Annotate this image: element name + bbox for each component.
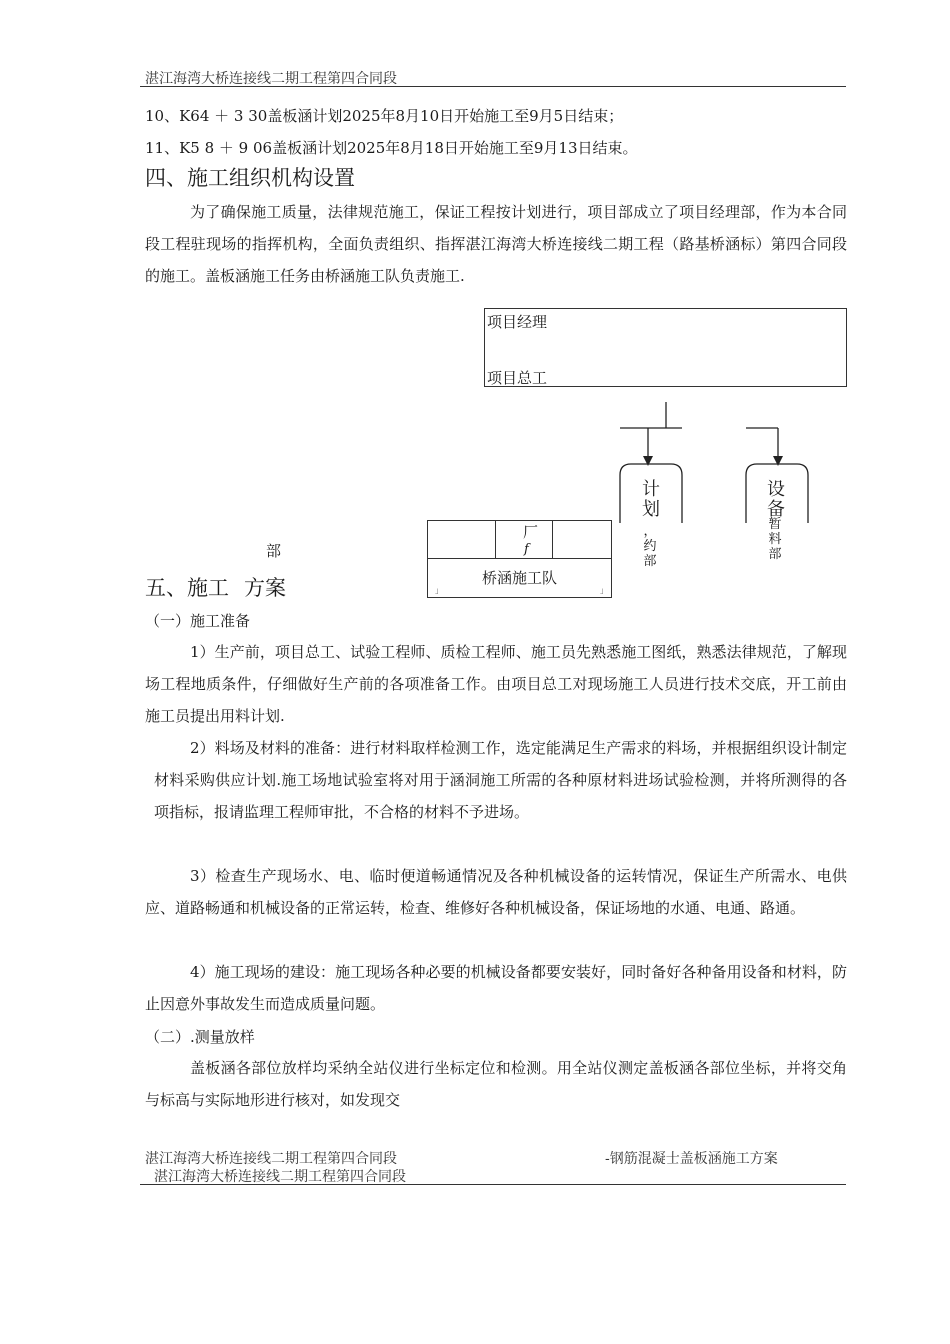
dept-2-char-2: 备: [767, 499, 785, 520]
subsection-1-heading: （一）施工准备: [145, 612, 251, 630]
team-box-cell-line-2: [552, 520, 553, 558]
dept-1-char-2: 划: [642, 499, 660, 520]
org-chief-engineer-label: 项目总工: [487, 369, 548, 387]
team-cell-b: f: [524, 542, 529, 557]
org-manager-label: 项目经理: [487, 313, 548, 331]
footer-left: 湛江海湾大桥连接线二期工程第四合同段: [145, 1151, 397, 1167]
org-stray-bu: 部: [266, 542, 282, 560]
dept-2-bottom-label: 暂料部: [768, 517, 782, 562]
header-rule: [140, 86, 846, 87]
footer-right: -钢筋混凝士盖板涵施工方案: [605, 1151, 778, 1167]
schedule-item-11: 11、K5 8 ＋ 9 06盖板涵计划2025年8月18日开始施工至9月13日结束。: [145, 139, 638, 157]
team-cell-a: 厂: [523, 523, 539, 541]
paragraph-2: 2）料场及材料的准备：进行材料取样检测工作，选定能满足生产需求的料场，并根据组织设计制定材料采购供应计划.施工场地试验室将对用于涵洞施工所需的各种原材料进场试验检测，并将所测得的各项指标，报请监理工程师审批，不合格的材料不予进场。: [154, 739, 847, 821]
section-5-heading-b: 方案: [244, 576, 286, 600]
section-4-paragraph: 为了确保施工质量，法律规范施工，保证工程按计划进行，项目部成立了项目经理部，作为本合同段工程驻现场的指挥机构，全面负责组织、指挥湛江海湾大桥连接线二期工程（路基桥涵标）第四合同段的施工。盖板涵施工任务由桥涵施工队负责施工.: [145, 203, 847, 285]
footer-rule: [140, 1184, 846, 1185]
paragraph-5: 盖板涵各部位放样均采纳全站仪进行坐标定位和检测。用全站仪测定盖板涵各部位坐标，并将交角与标高与实际地形进行核对，如发现交: [145, 1059, 847, 1109]
section-5-heading-a: 五、施工: [145, 576, 229, 600]
dept-1-bottom-label: ，约部: [643, 524, 657, 569]
dept-2-char-1: 设: [767, 479, 785, 500]
paragraph-4: 4）施工现场的建设：施工现场各种必要的机械设备都要安装好，同时备好各种备用设备和材料，防止因意外事故发生而造成质量问题。: [145, 963, 847, 1013]
team-box-cell-line-1: [495, 520, 496, 558]
page-header-title: 湛江海湾大桥连接线二期工程第四合同段: [145, 71, 397, 87]
subsection-2-heading: （二）.测量放样: [145, 1028, 255, 1046]
team-label: 桥涵施工队: [481, 569, 557, 587]
footer-second: 湛江海湾大桥连接线二期工程第四合同段: [154, 1169, 406, 1185]
paragraph-1: 1）生产前，项目总工、试验工程师、质检工程师、施工员先熟悉施工图纸，熟悉法律规范，了解现场工程地质条件，仔细做好生产前的各项准备工作。由项目总工对现场施工人员进行技术交底，开工前由施工员提出用料计划.: [145, 643, 847, 725]
team-box-divider: [427, 558, 612, 559]
team-tick-left: 」: [435, 586, 443, 595]
schedule-item-10: 10、K64 ＋ 3 30盖板涵计划2025年8月10日开始施工至9月5日结束；: [145, 107, 624, 125]
paragraph-3: 3）检查生产现场水、电、临时便道畅通情况及各种机械设备的运转情况，保证生产所需水、电供应、道路畅通和机械设备的正常运转，检查、维修好各种机械设备，保证场地的水通、电通、路通。: [145, 867, 847, 917]
section-4-heading: 四、施工组织机构设置: [145, 166, 355, 190]
dept-1-char-1: 计: [642, 479, 660, 500]
team-tick-right: 」: [600, 586, 608, 595]
